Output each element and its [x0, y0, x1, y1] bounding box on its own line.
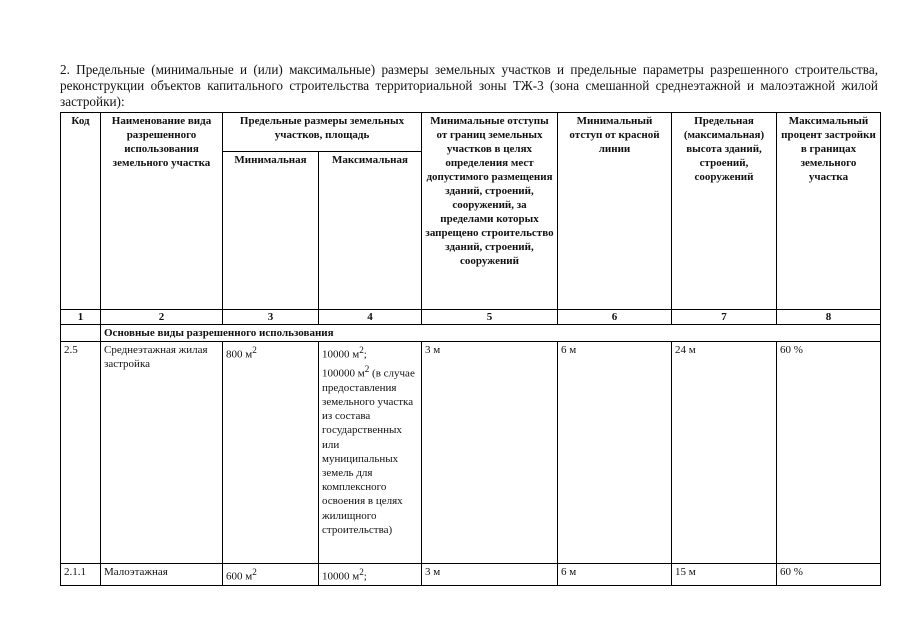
cell-percent: 60 %: [777, 342, 881, 564]
cell-name: Малоэтажная: [101, 564, 223, 586]
zone-parameters-table: [60, 112, 881, 586]
header-code: Код: [61, 113, 101, 310]
col-number: 2: [101, 310, 223, 325]
intro-paragraph: 2. Предельные (минимальные и (или) максимальные) размеры земельных участков и предельные параметры разрешенного строительства, реконструкции объектов капитального строительства территориальной зоны ТЖ-3 (зона смешанной среднеэтажной и малоэтажной жилой застройки):: [60, 62, 878, 109]
header-height: Предельная (максимальная) высота зданий, строений, сооружений: [672, 113, 777, 310]
section-title: Основные виды разрешенного использования: [101, 325, 881, 342]
header-percent: Максимальный процент застройки в границах земельного участка: [777, 113, 881, 310]
cell-code: 2.5: [61, 342, 101, 564]
cell-red-line: 6 м: [558, 342, 672, 564]
cell-min: 800 $м^2$: [223, 342, 319, 564]
cell-max: 10000 $м^2$; 100000 $м^2$ (в случае предоставления земельного участка из состава государственных или муниципальных земель для комплексного освоения в целях жилищного строительства): [319, 342, 422, 564]
cell-min: 600 $м^2$: [223, 564, 319, 586]
header-row: [61, 113, 881, 152]
table-row: [61, 564, 881, 586]
col-number: 3: [223, 310, 319, 325]
col-number: 1: [61, 310, 101, 325]
header-name: Наименование вида разрешенного использования земельного участка: [101, 113, 223, 310]
header-setback: Минимальные отступы от границ земельных участков в целях определения мест допустимого размещения зданий, строений, сооружений, за пределами которых запрещено строительство зданий, строений, сооружений: [422, 113, 558, 310]
cell-name: Среднеэтажная жилая застройка: [101, 342, 223, 564]
col-number: 8: [777, 310, 881, 325]
cell-height: 24 м: [672, 342, 777, 564]
col-number: 5: [422, 310, 558, 325]
cell-setback: 3 м: [422, 564, 558, 586]
cell-setback: 3 м: [422, 342, 558, 564]
col-number: 6: [558, 310, 672, 325]
header-min: Минимальная: [223, 152, 319, 310]
section-row: [61, 325, 881, 342]
cell-red-line: 6 м: [558, 564, 672, 586]
cell-height: 15 м: [672, 564, 777, 586]
column-number-row: [61, 310, 881, 325]
cell-percent: 60 %: [777, 564, 881, 586]
col-number: 7: [672, 310, 777, 325]
cell-code: 2.1.1: [61, 564, 101, 586]
col-number: 4: [319, 310, 422, 325]
table-row: [61, 342, 881, 564]
header-size-group: Предельные размеры земельных участков, площадь: [223, 113, 422, 152]
header-max: Максимальная: [319, 152, 422, 310]
cell-max: 10000 $м^2$;: [319, 564, 422, 586]
header-red-line: Минимальный отступ от красной линии: [558, 113, 672, 310]
